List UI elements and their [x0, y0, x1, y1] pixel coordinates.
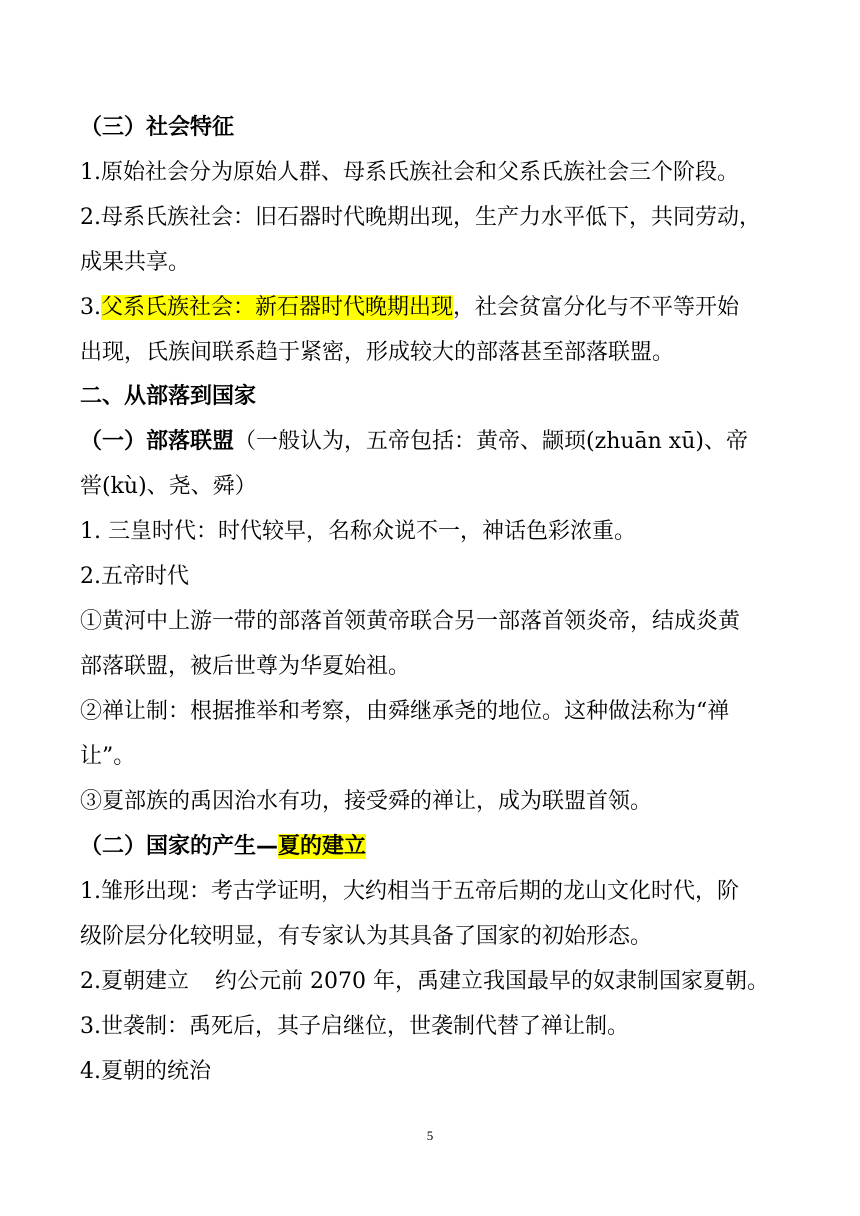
paragraph-text: 成果共享。	[80, 250, 191, 275]
subheading-note: 喾(kù)、尧、舜）	[80, 474, 257, 499]
page-number: 5	[426, 1128, 434, 1143]
subheading-state-formation	[80, 832, 366, 862]
paragraph-primitive-society	[80, 158, 739, 188]
section-heading-social-features	[80, 113, 234, 143]
list-item-text: 3.世袭制：禹死后，其子启继位，世袭制代替了禅让制。	[80, 1014, 629, 1039]
highlighted-text: 夏的建立	[278, 834, 367, 859]
subheading-text: （一）部落联盟	[80, 429, 235, 454]
circled-item-1-line2	[80, 652, 410, 682]
list-item-text: 级阶层分化较明显，有专家认为其具备了国家的初始形态。	[80, 924, 653, 949]
paragraph-matrilineal-line1	[80, 203, 761, 233]
circled-item-2-line2	[80, 742, 135, 772]
circled-item-text: ①黄河中上游一带的部落首领黄帝联合另一部落首领炎帝，结成炎黄	[80, 609, 741, 634]
list-item-text: 1.雏形出现：考古学证明，大约相当于五帝后期的龙山文化时代，阶	[80, 879, 739, 904]
list-item-five-emperors	[80, 562, 189, 592]
xia-item-1-line2	[80, 922, 652, 952]
list-item-text: 2.五帝时代	[80, 564, 189, 589]
xia-item-1-line1	[80, 877, 739, 907]
circled-item-2-line1	[80, 697, 729, 727]
chapter-heading-tribe-to-state	[80, 382, 256, 412]
paragraph-number: 3.	[80, 295, 101, 320]
paragraph-patrilineal-line2	[80, 338, 674, 368]
subheading-note: （一般认为，五帝包括：黄帝、颛顼(zhuān xū)、帝	[234, 429, 748, 454]
circled-item-3	[80, 787, 652, 817]
subheading-tribal-alliance-line1	[80, 427, 748, 457]
xia-item-3	[80, 1012, 629, 1042]
paragraph-text: 1.原始社会分为原始人群、母系氏族社会和父系氏族社会三个阶段。	[80, 160, 739, 185]
xia-item-2	[80, 967, 769, 997]
circled-item-text: ③夏部族的禹因治水有功，接受舜的禅让，成为联盟首领。	[80, 789, 653, 814]
circled-item-1-line1	[80, 607, 740, 637]
paragraph-text: ，社会贫富分化与不平等开始	[453, 295, 740, 320]
list-item-text: 约公元前 2070 年，禹建立我国最早的奴隶制国家夏朝。	[215, 969, 769, 994]
chapter-heading-text: 二、从部落到国家	[80, 384, 257, 409]
paragraph-matrilineal-line2	[80, 248, 190, 278]
highlighted-text: 父系氏族社会：新石器时代晚期出现	[101, 295, 454, 320]
circled-item-text: 部落联盟，被后世尊为华夏始祖。	[80, 654, 411, 679]
subheading-text: （二）国家的产生—	[80, 834, 279, 859]
section-heading-text: （三）社会特征	[80, 115, 235, 140]
paragraph-text: 出现，氏族间联系趋于紧密，形成较大的部落甚至部落联盟。	[80, 340, 675, 365]
list-item-text: 4.夏朝的统治	[80, 1059, 211, 1084]
circled-item-text: 让”。	[80, 744, 136, 769]
list-item-three-sovereigns	[80, 517, 636, 547]
subheading-tribal-alliance-line2	[80, 472, 257, 502]
xia-item-4	[80, 1057, 211, 1087]
list-item-text: 1. 三皇时代：时代较早，名称众说不一，神话色彩浓重。	[80, 519, 636, 544]
circled-item-text: ②禅让制：根据推举和考察，由舜继承尧的地位。这种做法称为“禅	[80, 699, 730, 724]
paragraph-patrilineal-line1	[80, 293, 739, 323]
paragraph-text: 2.母系氏族社会：旧石器时代晚期出现，生产力水平低下，共同劳动，	[80, 205, 761, 230]
list-item-label: 2.夏朝建立	[80, 969, 189, 994]
